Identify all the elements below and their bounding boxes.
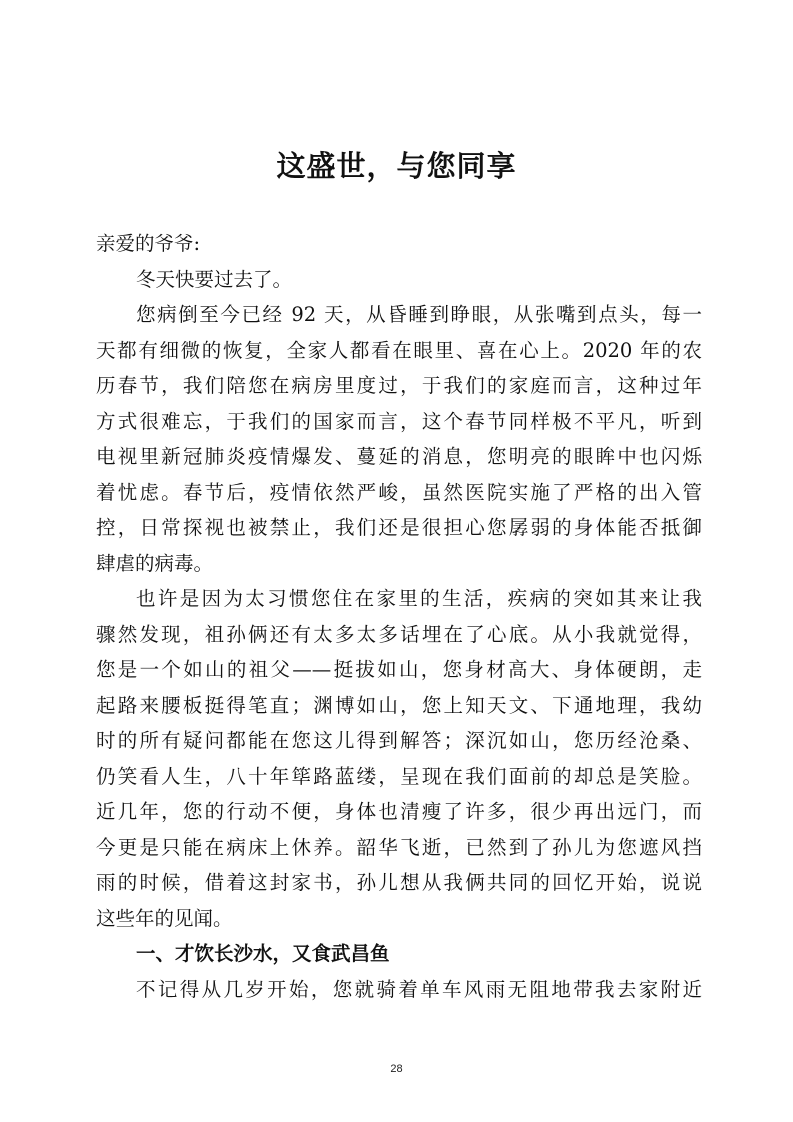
paragraph-2-line-1: 您病倒至今已经 92 天，从昏睡到睁眼，从张嘴到点头，每一 [136,303,702,326]
paragraph-3-line-9: 雨的时候，借着这封家书，孙儿想从我俩共同的回忆开始，说说 [96,871,702,894]
paragraph-3-line-8: 今更是只能在病床上休养。韶华飞逝，已然到了孙儿为您遮风挡 [96,835,702,859]
section-heading: 一、才饮长沙水，又食武昌鱼 [136,942,390,965]
paragraph-2-line-2: 天都有细微的恢复，全家人都看在眼里、喜在心上。2020 年的农 [96,338,702,362]
paragraph-2-line-8: 肆虐的病毒。 [96,551,214,575]
paragraph-3-line-7: 近几年，您的行动不便，身体也清瘦了许多，很少再出远门，而 [96,800,702,823]
paragraph-2-line-7: 控，日常探视也被禁止，我们还是很担心您孱弱的身体能否抵御 [96,516,702,539]
paragraph-3-line-3: 您是一个如山的祖父——挺拔如山，您身材高大、身体硬朗，走 [96,658,702,681]
page-number: 28 [390,1063,403,1075]
paragraph-3-line-4: 起路来腰板挺得笔直；渊博如山，您上知天文、下通地理，我幼 [96,693,702,717]
paragraph-2-line-4: 方式很难忘，于我们的国家而言，这个春节同样极不平凡，听到 [96,409,702,433]
paragraph-3-line-10: 这些年的见闻。 [96,906,233,930]
paragraph-3-line-6: 仍笑看人生，八十年筚路蓝缕，呈现在我们面前的却总是笑脸。 [96,764,702,788]
salutation: 亲爱的爷爷: [96,232,201,255]
paragraph-3-line-1: 也许是因为太习惯您住在家里的生活，疾病的突如其来让我 [136,587,702,610]
paragraph-2-line-5: 电视里新冠肺炎疫情爆发、蔓延的消息，您明亮的眼眸中也闪烁 [96,445,702,468]
paragraph-2-line-3: 历春节，我们陪您在病房里度过，于我们的家庭而言，这种过年 [96,374,702,397]
paragraph-4-line-1: 不记得从几岁开始，您就骑着单车风雨无阻地带我去家附近 [136,977,702,1001]
paragraph-2-line-6: 着忧虑。春节后，疫情依然严峻，虽然医院实施了严格的出入管 [96,480,702,504]
letter-title: 这盛世，与您同享 [276,149,517,183]
paragraph-1-line-1: 冬天快要过去了。 [136,267,293,291]
paragraph-3-line-2: 骤然发现，祖孙俩还有太多太多话埋在了心底。从小我就觉得， [96,622,702,646]
letter-body [96,226,702,1007]
paragraph-3-line-5: 时的所有疑问都能在您这儿得到解答；深沉如山，您历经沧桑、 [96,729,702,752]
